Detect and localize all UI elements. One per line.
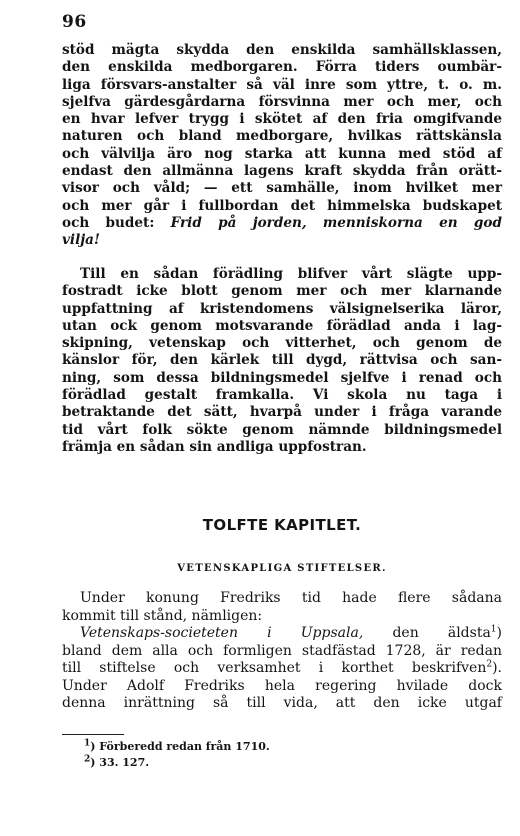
text-line: Under Adolf Fredriks hela regering hvilade dock [62,677,502,694]
text-line: ning, som dessa bildningsmedel sjelfve i renad och [62,369,502,386]
text-line: förädlad gestalt framkalla. Vi skola nu taga i [62,387,502,404]
text-line: utan ock genom motsvarande förädlad anda i lag- [62,317,502,334]
footnote-mark: 2 [84,754,91,765]
text-line [62,215,502,232]
text-line: betraktande det sätt, hvarpå under i fråga varande [62,404,502,421]
footnote-divider [62,734,124,735]
text-line: naturen och bland medborgare, hvilkas rättskänsla [62,128,502,145]
text-line: den enskilda medborgaren. Förra tiders oumbär- [62,59,502,76]
text-line: Till en sådan förädling blifver vårt slägte upp- [80,266,502,282]
paragraph [62,590,502,713]
chapter-title: TOLFTE KAPITLET. [202,516,362,534]
text-line: Under konung Fredriks tid hade flere sådana [80,590,502,606]
text-line: och välvilja äro nog starka att kunna med stöd af [62,145,502,162]
section-title: VETENSKAPLIGA STIFTELSER. [177,563,387,574]
paragraph-continuation [62,42,502,250]
text-line: uppfattning af kristendomens välsignelserika läror, [62,300,502,317]
text-line [62,232,502,249]
text-line: denna inrättning så till vida, att den icke utgaf [62,695,502,711]
text-line: bland dem alla och formligen stadfästad 1728, är redan [62,642,502,659]
text-line: tid vårt folk sökte genom nämnde bildningsmedel [62,421,502,438]
text-line: främja en sådan sin andliga uppfostran. [62,438,367,455]
text-line: och mer går i fullbordan det himmelska budskapet [62,197,502,214]
text-line: stöd mägta skydda den enskilda samhällsklassen, [62,42,502,58]
paragraph [62,266,502,456]
footnote-item [84,755,270,771]
text-line [62,660,502,678]
text-fragment: ) [496,625,502,641]
text-line: endast den allmänna lagens kraft skydda från orätt- [62,163,502,180]
footnote-marker: 1 [490,624,497,635]
footnote-text: ) Förberedd redan från 1710. [90,740,270,753]
text-fragment: till stiftelse och verksamhet i korthet beskrifven [62,660,487,676]
italic-quote: Frid på jorden, menniskorna en god [170,214,502,231]
text-line: kommit till stånd, nämligen: [62,607,263,624]
page-number: 96 [62,12,87,32]
footnote-item [84,739,270,755]
text-line: känslor för, den kärlek till dygd, rättvisa och san- [62,352,502,369]
text-fragment: den äldsta [363,625,491,641]
text-line: en hvar lefver trygg i skötet af den fria omgifvande [62,111,502,128]
text-line: visor och våld; — ett samhälle, inom hvilket mer [62,180,502,197]
italic-society-name: Vetenskaps-societeten i Uppsala, [80,625,364,641]
text-line: liga försvars-anstalter så väl inre som yttre, t. o. m. [62,76,502,93]
text-line: skipning, vetenskap och vitterhet, och genom de [62,335,502,352]
text-line: fostradt icke blott genom mer och mer klarnande [62,283,502,300]
italic-quote-end: vilja! [62,232,100,249]
text-fragment: ). [492,660,502,676]
footnotes [84,739,270,771]
text-line [62,625,502,643]
footnote-marker: 2 [486,659,493,670]
budet-prefix: och budet: [62,214,171,231]
footnote-text: ) 33. 127. [90,756,150,769]
footnote-mark: 1 [84,738,91,749]
text-line: sjelfva gärdesgårdarna försvinna mer och mer, och [62,93,502,110]
